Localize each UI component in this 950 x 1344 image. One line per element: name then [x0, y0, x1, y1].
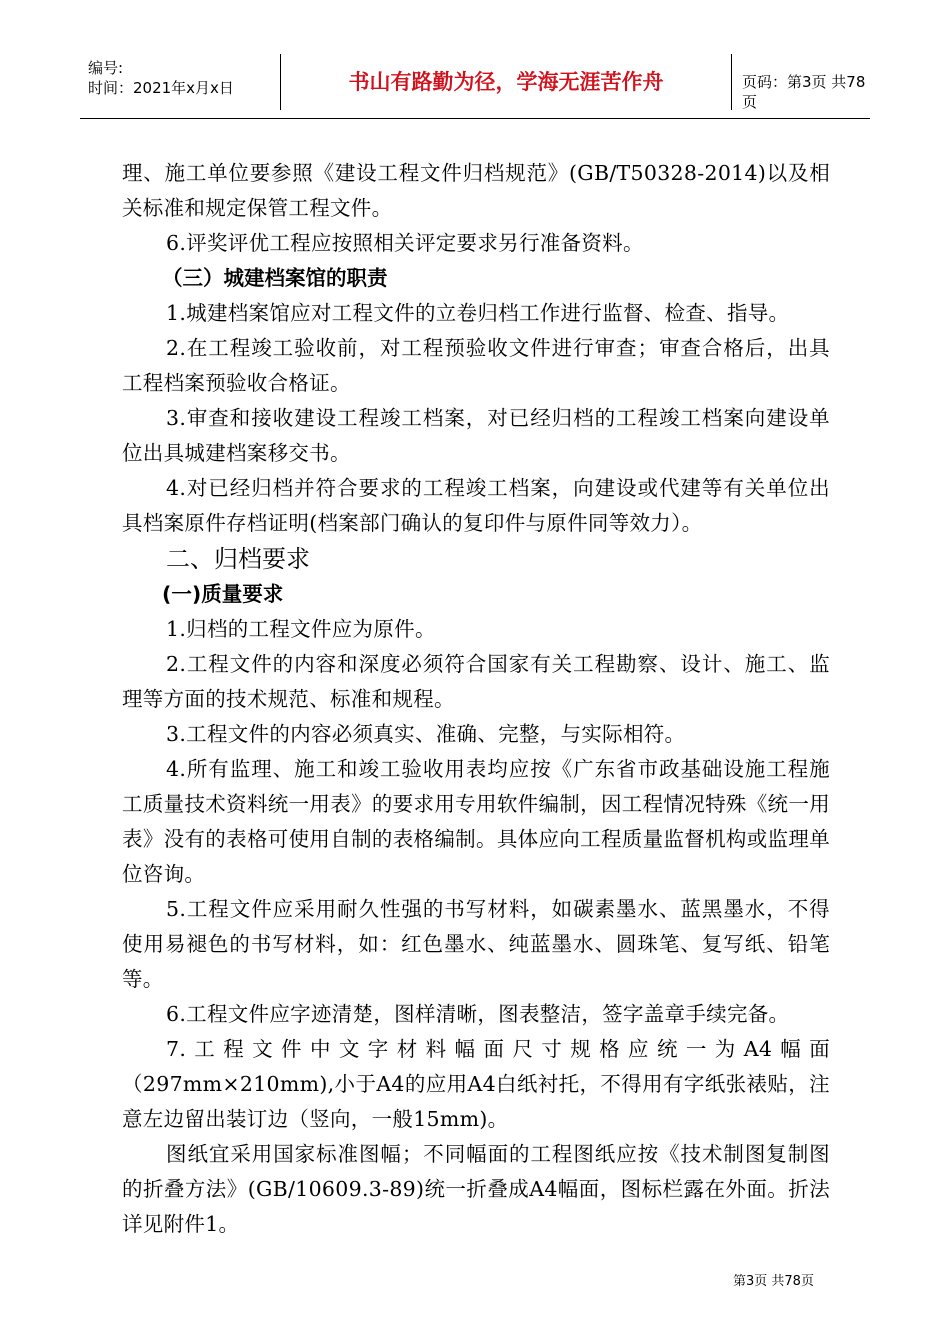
document-body: [122, 156, 830, 1242]
header-motto: 书山有路勤为径，学海无涯苦作舟: [280, 54, 732, 110]
paragraph: 理、施工单位要参照《建设工程文件归档规范》(GB/T50328-2014)以及相关标准和规定保管工程文件。: [122, 161, 830, 220]
header-page-info: 页码：第3页 共78页: [742, 73, 866, 111]
paragraph: 6.工程文件应字迹清楚，图样清晰，图表整洁，签字盖章手续完备。: [166, 1002, 790, 1026]
page-footer: 第3页 共78页: [733, 1274, 814, 1289]
paragraph: 6.评奖评优工程应按照相关评定要求另行准备资料。: [166, 231, 644, 255]
paragraph: 5.工程文件应采用耐久性强的书写材料，如碳素墨水、蓝黑墨水，不得使用易褪色的书写材料，如：红色墨水、纯蓝墨水、圆珠笔、复写纸、铅笔等。: [122, 897, 830, 991]
paragraph: 1.归档的工程文件应为原件。: [166, 617, 436, 641]
document-time-label: 时间：2021年x月x日: [88, 79, 234, 97]
paragraph: 7.工程文件中文字材料幅面尺寸规格应统一为A4幅面（297mm×210mm),小于A4的应用A4白纸衬托，不得用有字纸张裱贴，注意左边留出装订边（竖向，一般15mm)。: [122, 1037, 830, 1131]
paragraph: 2.工程文件的内容和深度必须符合国家有关工程勘察、设计、施工、监理等方面的技术规范、标准和规程。: [122, 652, 830, 711]
section-heading: （三）城建档案馆的职责: [162, 266, 388, 290]
paragraph: 3.工程文件的内容必须真实、准确、完整，与实际相符。: [166, 722, 686, 746]
document-number-label: 编号:: [88, 59, 124, 77]
header-meta: [88, 58, 234, 98]
paragraph: 图纸宜采用国家标准图幅；不同幅面的工程图纸应按《技术制图复制图的折叠方法》(GB/10609.3-89)统一折叠成A4幅面，图标栏露在外面。折法详见附件1。: [122, 1142, 830, 1236]
paragraph: 4.对已经归档并符合要求的工程竣工档案，向建设或代建等有关单位出具档案原件存档证明(档案部门确认的复印件与原件同等效力）。: [122, 476, 830, 535]
section-heading: (一)质量要求: [162, 582, 284, 606]
page-header: [80, 50, 870, 119]
paragraph: 1.城建档案馆应对工程文件的立卷归档工作进行监督、检查、指导。: [166, 301, 790, 325]
paragraph: 3.审查和接收建设工程竣工档案，对已经归档的工程竣工档案向建设单位出具城建档案移交书。: [122, 406, 830, 465]
paragraph: 4.所有监理、施工和竣工验收用表均应按《广东省市政基础设施工程施工质量技术资料统一用表》的要求用专用软件编制，因工程情况特殊《统一用表》没有的表格可使用自制的表格编制。具体应向工程质量监督机构或监理单位咨询。: [122, 757, 830, 886]
chapter-heading: 二、归档要求: [166, 545, 310, 573]
paragraph: 2.在工程竣工验收前，对工程预验收文件进行审查；审查合格后，出具工程档案预验收合格证。: [122, 336, 830, 395]
